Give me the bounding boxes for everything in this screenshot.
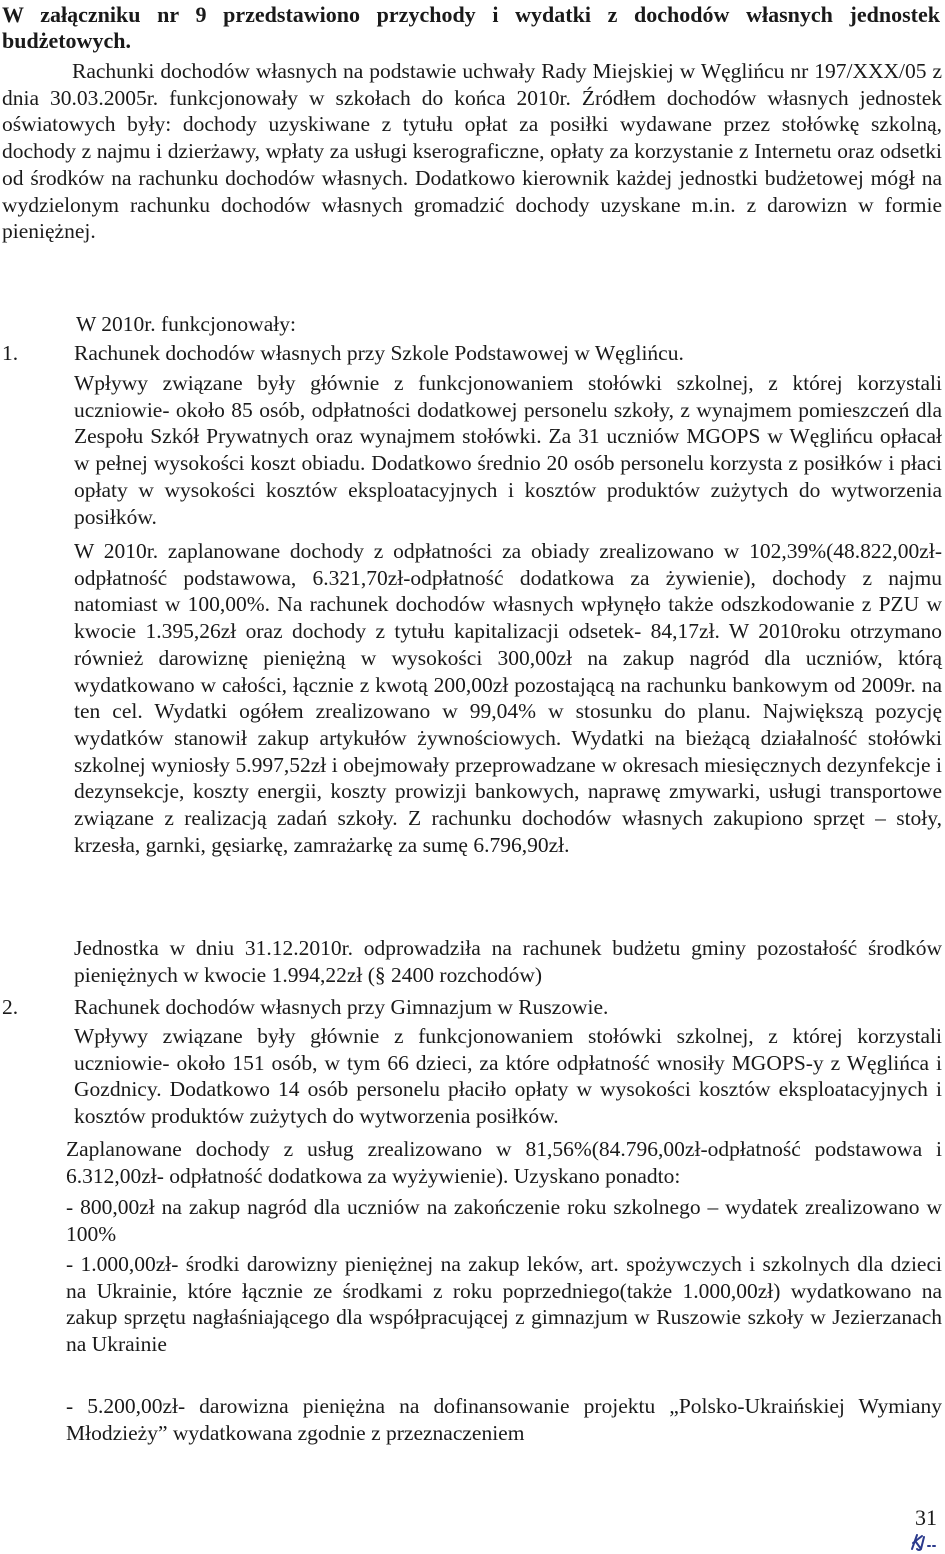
item-2-paragraph-5: - 5.200,00zł- darowizna pieniężna na dofinansowanie projektu „Polsko-Ukraińskiej Wymiany Młodzieży” wydatkowana zgodnie z przeznaczeniem (66, 1394, 942, 1445)
handwritten-initials (909, 1532, 939, 1552)
item-1-number: 1. (2, 341, 19, 365)
item-2-paragraph-3: - 800,00zł na zakup nagród dla uczniów na zakończenie roku szkolnego – wydatek zrealizowano w 100% (66, 1195, 942, 1246)
item-2-paragraph-2: Zaplanowane dochody z usług zrealizowano w 81,56%(84.796,00zł-odpłatność podstawowa i 6.312,00zł- odpłatność dodatkowa za wyżywienie). Uzyskano ponadto: (66, 1137, 942, 1188)
item-2-title: Rachunek dochodów własnych przy Gimnazjum w Ruszowie. (74, 995, 609, 1019)
item-2-paragraph-4: - 1.000,00zł- środki darowizny pieniężnej na zakup leków, art. spożywczych i szkolnych dla dzieci na Ukrainie, które łącznie ze środkami z roku poprzedniego(także 1.000,00zł) wydatkowano na zakup sprzętu nagłaśniającego dla współpracującej z gimnazjum w Ruszowie szkoły w Jezierzanach na Ukrainie (66, 1252, 942, 1357)
item-2-number: 2. (2, 995, 19, 1019)
section-heading: W załączniku nr 9 przedstawiono przychody i wydatki z dochodów własnych jednostek budżetowych. (2, 2, 940, 53)
list-intro: W 2010r. funkcjonowały: (76, 312, 296, 336)
item-1-paragraph-2: W 2010r. zaplanowane dochody z odpłatności za obiady zrealizowano w 102,39%(48.822,00zł-odpłatność podstawowa, 6.321,70zł-odpłatność dodatkowa za żywienie), dochody z najmu natomiast w 100,00%. Na rachunek dochodów własnych wpłynęło także odszkodowanie z PZU w kwocie 1.395,26zł oraz dochody z tytułu kapitalizacji odsetek- 84,17zł. W 2010roku otrzymano również darowiznę pieniężną w wysokości 300,00zł na zakup nagród dla uczniów, którą wydatkowano w całości, łącznie z kwotą 200,00zł pozostającą na rachunku bankowym od 2009r. na ten cel. Wydatki ogółem zrealizowano w 99,04% w stosunku do planu. Największą pozycję wydatków stanowił zakup artykułów żywnościowych. Wydatki na bieżącą działalność stołówki szkolnej wyniosły 5.997,52zł i obejmowały przeprowadzane w okresach miesięcznych dezynfekcje i dezynsekcje, koszty energii, koszty prowizji bankowych, naprawę zmywarki, usługi transportowe związane z realizacją zadań szkoły. Z rachunku dochodów własnych zakupiono sprzęt – stoły, krzesła, garnki, gęsiarkę, zamrażarkę za sumę 6.796,90zł. (74, 539, 942, 857)
item-1-title: Rachunek dochodów własnych przy Szkole Podstawowej w Węglińcu. (74, 341, 684, 365)
item-1-paragraph-3: Jednostka w dniu 31.12.2010r. odprowadziła na rachunek budżetu gminy pozostałość środków pieniężnych w kwocie 1.994,22zł (§ 2400 rozchodów) (74, 936, 942, 987)
item-1-paragraph-1: Wpływy związane były głównie z funkcjonowaniem stołówki szkolnej, z której korzystali uczniowie- około 85 osób, odpłatności dodatkowej personelu szkoły, z wynajmem pomieszczeń dla Zespołu Szkół Prywatnych oraz wynajmem stołówki. Za 31 uczniów MGOPS w Węglińcu opłacał w pełnej wysokości koszt obiadu. Dodatkowo średnio 20 osób personelu korzysta z posiłków i płaci opłaty w wysokości kosztów eksploatacyjnych i kosztów produktów zużytych do wytworzenia posiłków. (74, 371, 942, 529)
page-number: 31 (915, 1505, 937, 1530)
item-2-paragraph-1: Wpływy związane były głównie z funkcjonowaniem stołówki szkolnej, z której korzystali uczniowie- około 151 osób, w tym 66 dzieci, za które odpłatność wnosiły MGOPS-y z Węglińca i Gozdnicy. Dodatkowo 14 osób personelu płaciło opłaty w wysokości kosztów eksploatacyjnych i kosztów produktów zużytych do wytworzenia posiłków. (74, 1024, 942, 1129)
intro-paragraph: Rachunki dochodów własnych na podstawie uchwały Rady Miejskiej w Węglińcu nr 197/XXX/05 z dnia 30.03.2005r. funkcjonowały w szkołach do końca 2010r. Źródłem dochodów własnych jednostek oświatowych były: dochody uzyskiwane z tytułu opłat za posiłki wydawane przez stołówkę szkolną, dochody z najmu i dzierżawy, wpłaty za usługi kserograficzne, opłaty za korzystanie z Internetu oraz odsetki od środków na rachunku dochodów własnych. Dodatkowo kierownik każdej jednostki budżetowej mógł na wydzielonym rachunku dochodów własnych gromadzić dochody uzyskane m.in. z darowizn w formie pieniężnej. (2, 59, 942, 244)
